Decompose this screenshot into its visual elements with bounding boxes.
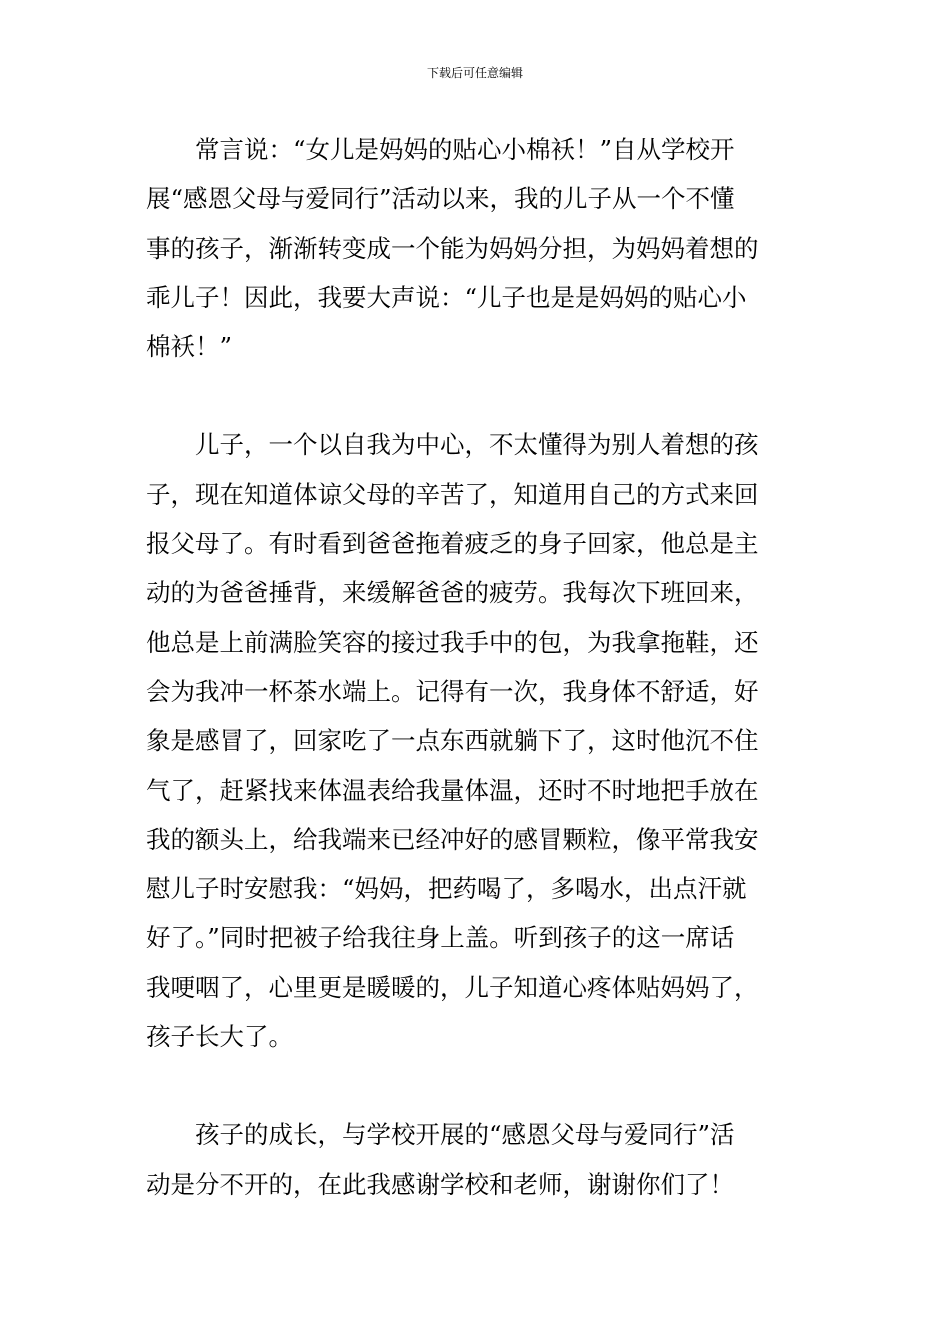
text-line: 象是感冒了，回家吃了一点东西就躺下了，这时他沉不住 (146, 726, 759, 756)
text-line: 慰儿子时安慰我：“妈妈，把药喝了，多喝水，出点汗就 (146, 874, 747, 904)
paragraph-1 (146, 125, 810, 371)
text-line: 孩子长大了。 (146, 1022, 293, 1052)
paragraph-3 (146, 1110, 810, 1209)
text-line: 我的额头上，给我端来已经冲好的感冒颗粒，像平常我安 (146, 824, 759, 854)
text-line: 动的为爸爸捶背，来缓解爸爸的疲劳。我每次下班回来， (146, 578, 759, 608)
text-line: 子，现在知道体谅父母的辛苦了，知道用自己的方式来回 (146, 479, 759, 509)
text-line: 棉袄！” (146, 332, 233, 362)
text-line: 好了。”同时把被子给我往身上盖。听到孩子的这一席话 (146, 923, 735, 953)
text-line: 会为我冲一杯茶水端上。记得有一次，我身体不舒适，好 (146, 676, 759, 706)
text-line: 报父母了。有时看到爸爸拖着疲乏的身子回家，他总是主 (146, 529, 759, 559)
text-line: 展“感恩父母与爱同行”活动以来，我的儿子从一个不懂 (146, 184, 735, 214)
text-line: 他总是上前满脸笑容的接过我手中的包，为我拿拖鞋，还 (146, 627, 759, 657)
text-line: 气了，赶紧找来体温表给我量体温，还时不时地把手放在 (146, 775, 759, 805)
text-line: 常言说：“女儿是妈妈的贴心小棉袄！”自从学校开 (195, 135, 735, 164)
text-line: 儿子，一个以自我为中心，不太懂得为别人着想的孩 (195, 430, 759, 460)
text-line: 事的孩子，渐渐转变成一个能为妈妈分担，为妈妈着想的 (146, 233, 759, 263)
text-line: 孩子的成长，与学校开展的“感恩父母与爱同行”活 (195, 1120, 735, 1150)
paragraph-2 (146, 420, 810, 1061)
text-line: 乖儿子！因此，我要大声说：“儿子也是是妈妈的贴心小 (146, 282, 747, 312)
text-line: 我哽咽了，心里更是暖暖的，儿子知道心疼体贴妈妈了， (146, 972, 759, 1002)
document-body (146, 125, 810, 1209)
page-header: 下载后可任意编辑 (426, 66, 523, 80)
text-line: 动是分不开的，在此我感谢学校和老师，谢谢你们了！ (146, 1169, 734, 1199)
